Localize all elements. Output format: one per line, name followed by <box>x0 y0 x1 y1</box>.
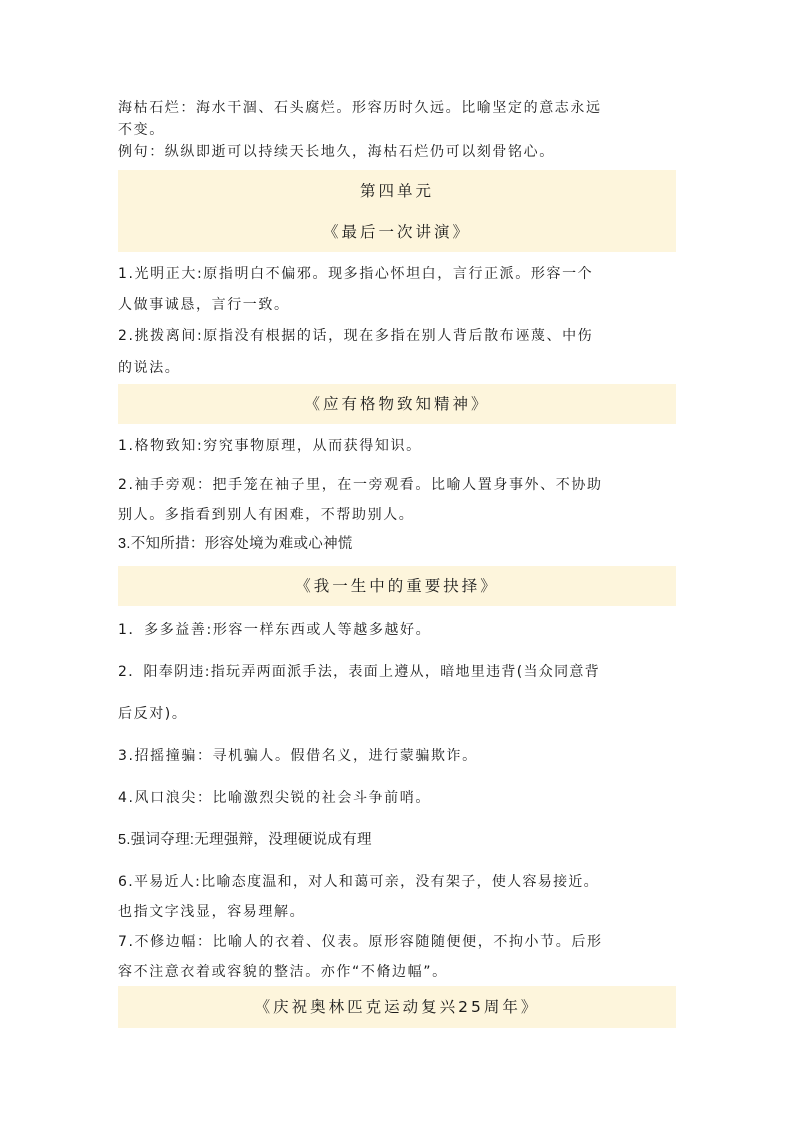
list-item: 4.风口浪尖：比喻激烈尖锐的社会斗争前哨。 <box>118 790 431 806</box>
list-item: 2.袖手旁观：把手笼在袖子里，在一旁观看。比喻人置身事外、不协助 <box>118 477 603 493</box>
list-item: 容不注意衣着或容貌的整洁。亦作“不脩边幅”。 <box>118 964 448 980</box>
list-item: 5.强词夺理:无理强辩，没理硬说成有理 <box>118 832 372 848</box>
list-item: 3.不知所措：形容处境为难或心神慌 <box>118 536 353 552</box>
list-item: 1.格物致知:穷究事物原理，从而获得知识。 <box>118 438 422 454</box>
list-item: 7.不修边幅：比喻人的衣着、仪表。原形容随随便便，不拘小节。后形 <box>118 934 603 950</box>
list-item: 2．阳奉阴违:指玩弄两面派手法，表面上遵从，暗地里违背(当众同意背 <box>118 664 600 680</box>
list-item: 人做事诚恳，言行一致。 <box>118 297 290 313</box>
document-body <box>118 96 676 1028</box>
list-item: 别人。多指看到别人有困难，不帮助别人。 <box>118 507 415 523</box>
idiom-haikushilan-line1: 海枯石烂：海水干涸、石头腐烂。形容历时久远。比喻坚定的意志永远 <box>118 100 602 116</box>
list-item: 后反对)。 <box>118 706 188 722</box>
list-item: 也指文字浅显，容易理解。 <box>118 904 306 920</box>
lesson-title-gewuzhizhi: 《应有格物致知精神》 <box>118 384 676 424</box>
list-item: 6.平易近人:比喻态度温和，对人和蔼可亲，没有架子，使人容易接近。 <box>118 874 599 890</box>
example-sentence: 例句：纵纵即逝可以持续天长地久，海枯石烂仍可以刻骨铭心。 <box>118 144 555 160</box>
list-item: 1.光明正大:原指明白不偏邪。现多指心怀坦白，言行正派。形容一个 <box>118 266 594 282</box>
lesson-title-last-speech: 《最后一次讲演》 <box>118 212 676 252</box>
lesson-title-olympic: 《庆祝奥林匹克运动复兴25周年》 <box>118 986 676 1028</box>
list-item: 2.挑拨离间:原指没有根据的话，现在多指在别人背后散布诬蔑、中伤 <box>118 328 594 344</box>
list-item: 3.招摇撞骗：寻机骗人。假借名义，进行蒙骗欺诈。 <box>118 748 478 764</box>
lesson-title-important-choice: 《我一生中的重要抉择》 <box>118 566 676 606</box>
list-item: 的说法。 <box>118 360 181 376</box>
list-item: 1．多多益善:形容一样东西或人等越多越好。 <box>118 622 432 638</box>
unit-title: 第四单元 <box>118 170 676 212</box>
idiom-haikushilan-line2: 不变。 <box>118 122 165 138</box>
